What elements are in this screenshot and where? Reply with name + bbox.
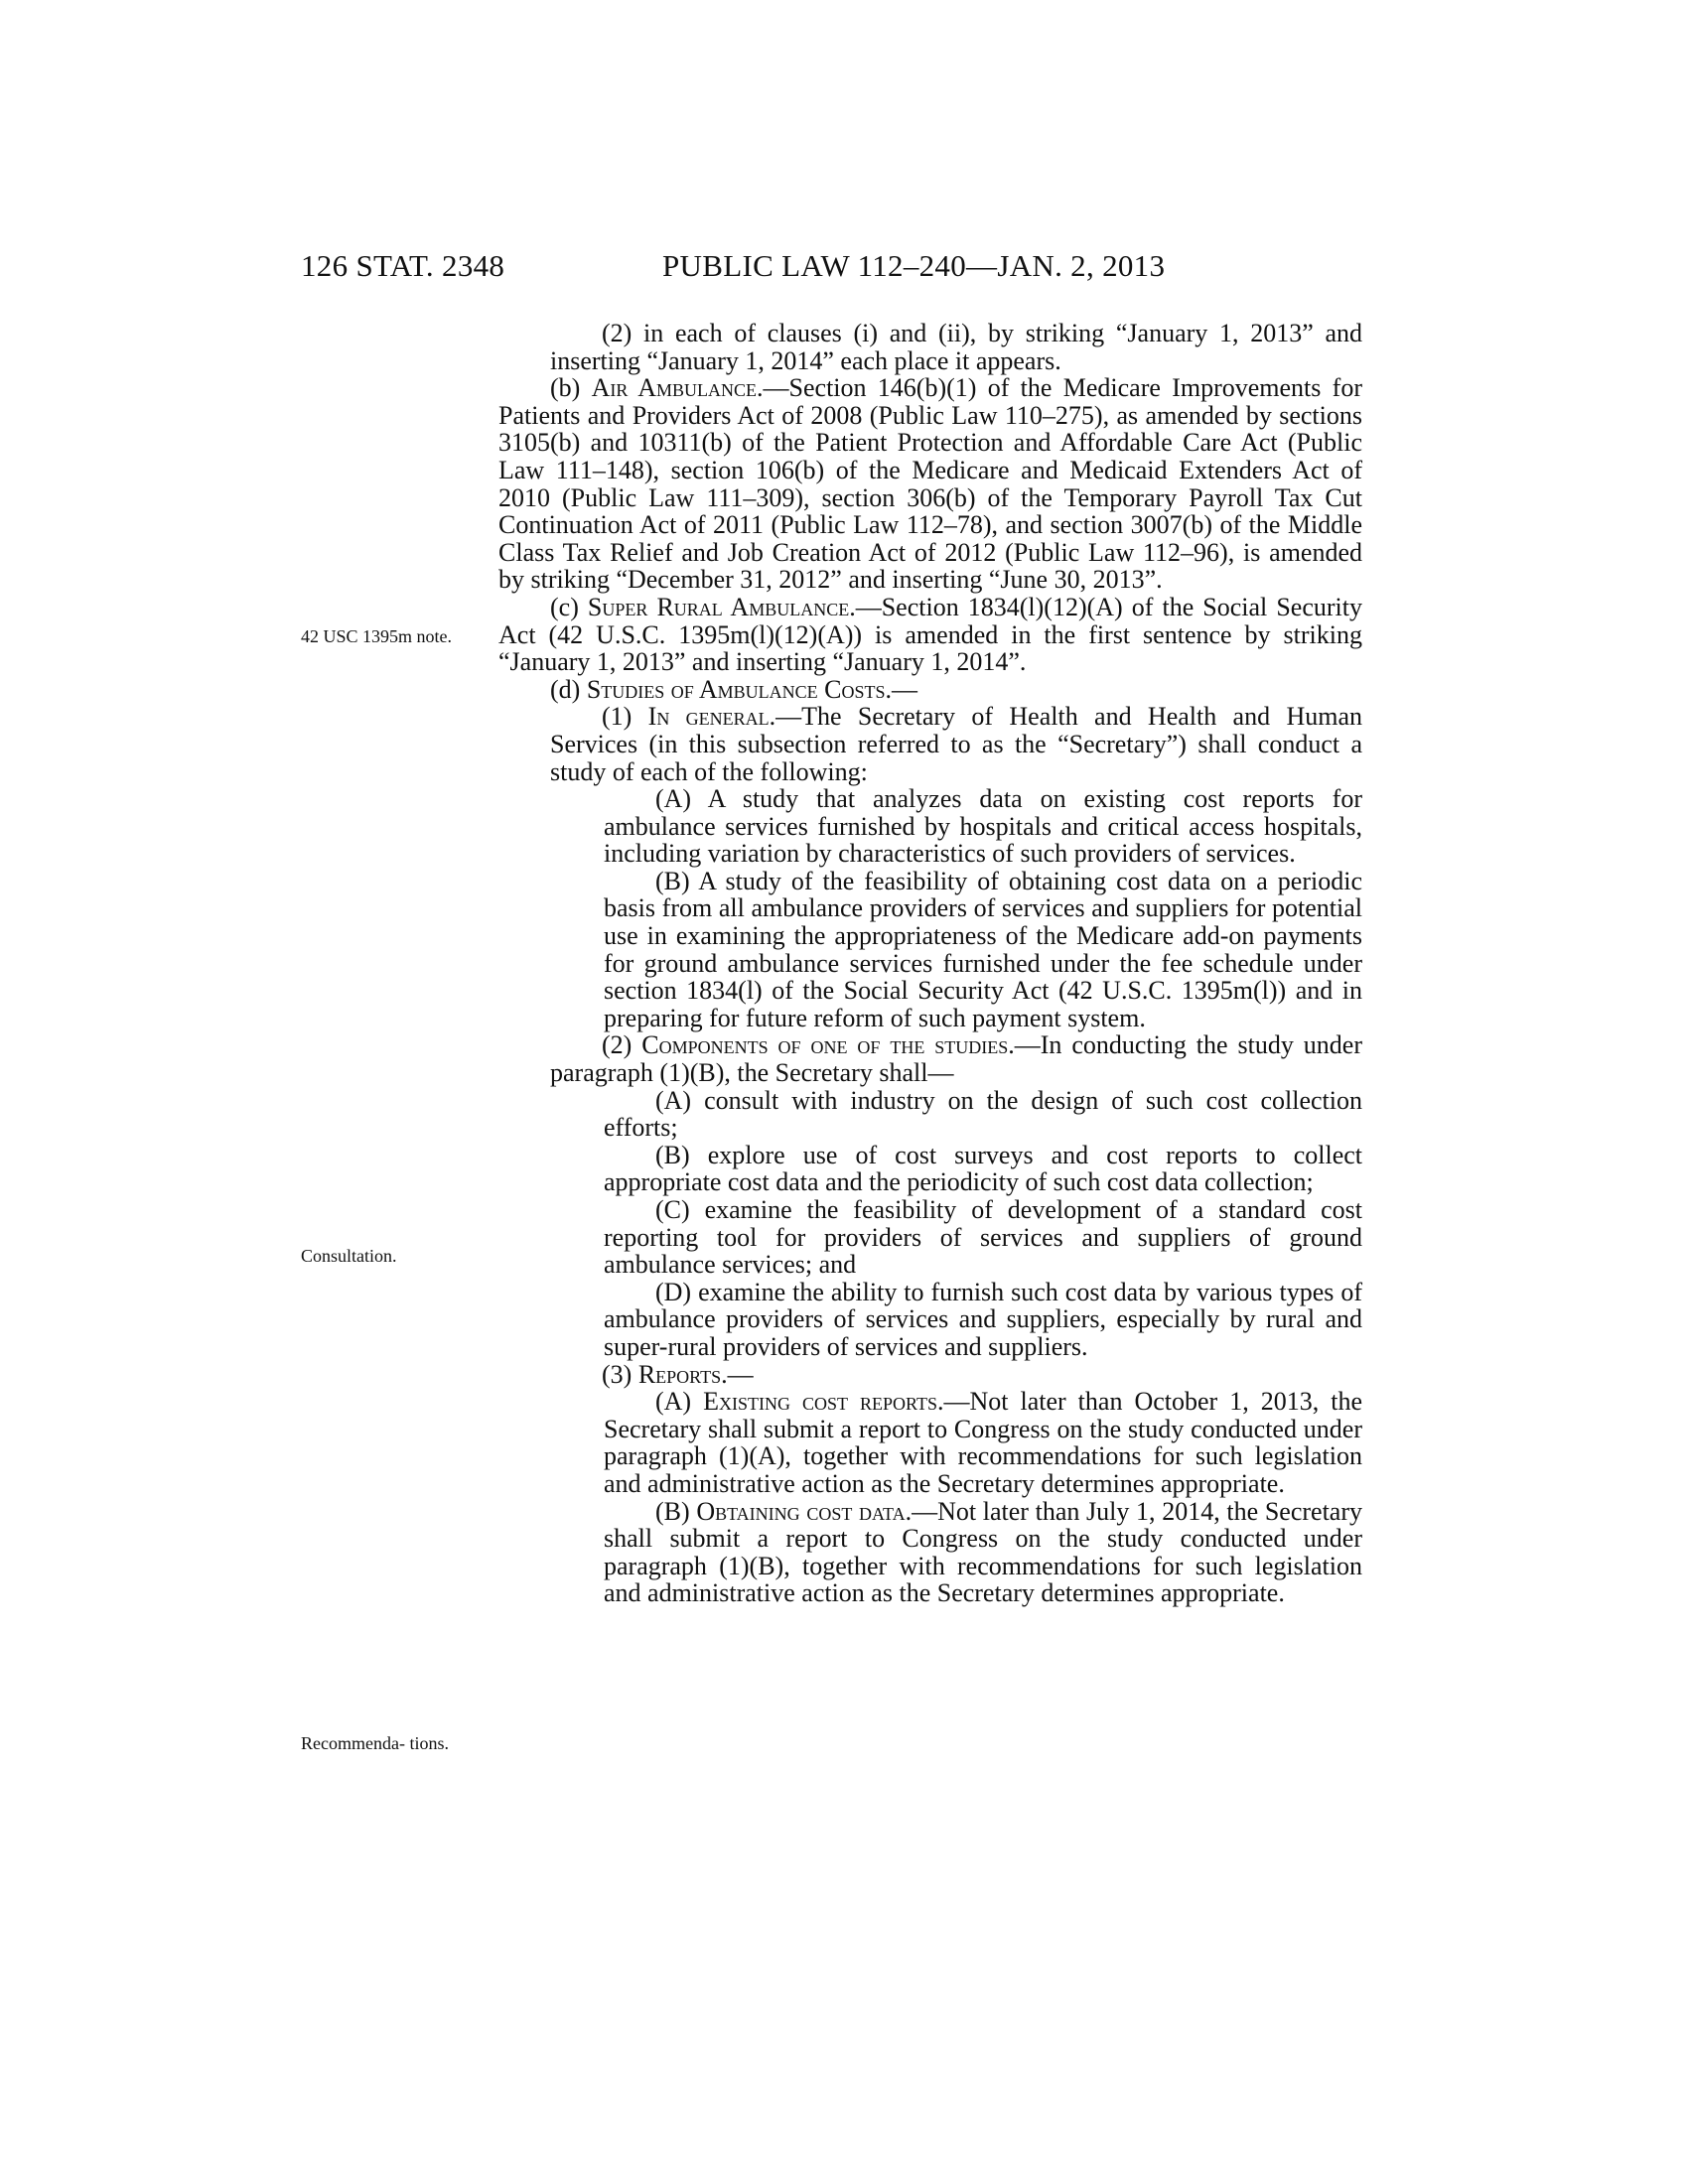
subparagraph-d2-d: (D) examine the ability to furnish such cost data by various types of ambulance providers of services and suppliers, especially by rural and super-rural providers of services and suppliers. (604, 1277, 1362, 1361)
paragraph-d1: (1) In general.—The Secretary of Health and Health and Human Services (in this subsection referred to as the “Secretary”) shall conduct a study of each of the following: (550, 702, 1362, 786)
subsection-b: (b) Air Ambulance.—Section 146(b)(1) of the Medicare Improvements for Patients and Providers Act of 2008 (Public Law 110–275), as amended by sections 3105(b) and 10311(b) of the Patient Protection and Affordable Care Act (Public Law 111–148), section 106(b) of the Medicare and Medicaid Extenders Act of 2010 (Public Law 111–309), section 306(b) of the Temporary Payroll Tax Cut Continuation Act of 2011 (Public Law 112–78), and section 3007(b) of the Middle Class Tax Relief and Job Creation Act of 2012 (Public Law 112–96), is amended by striking “December 31, 2012” and inserting “June 30, 2013”. (498, 373, 1362, 595)
running-header-title: PUBLIC LAW 112–240—JAN. 2, 2013 (662, 248, 1166, 283)
subparagraph-d2-b: (B) explore use of cost surveys and cost reports to collect appropriate cost data and the periodicity of such cost data collection; (604, 1140, 1362, 1197)
paragraph-d3: (3) Reports.— (602, 1359, 754, 1389)
side-note-recommendations: Recommenda- tions. (301, 1733, 449, 1753)
subsection-c-heading: Super Rural Ambulance. (587, 592, 856, 621)
paragraph-d2-heading: Components of one of the studies. (641, 1030, 1015, 1060)
subsection-b-heading: Air Ambulance. (591, 373, 764, 403)
paragraph-d1-heading: In general. (647, 702, 776, 732)
subparagraph-d1-a: (A) A study that analyzes data on existing cost reports for ambulance services furnished by hospitals and critical access hospitals, including variation by characteristics of such providers of services. (604, 784, 1362, 869)
side-note-usc: 42 USC 1395m note. (301, 626, 453, 646)
paragraph-d2: (2) Components of one of the studies.—In conducting the study under paragraph (1)(B), the Secretary shall— (550, 1030, 1362, 1088)
subsection-d: (d) Studies of Ambulance Costs.— (550, 674, 917, 704)
clause-2: (2) in each of clauses (i) and (ii), by striking “January 1, 2013” and inserting “January 1, 2014” each place it appears. (550, 319, 1362, 375)
subparagraph-d3-a-heading: Existing cost reports. (703, 1387, 944, 1417)
side-note-consultation: Consultation. (301, 1246, 397, 1266)
subparagraph-d1-b: (B) A study of the feasibility of obtaining cost data on a periodic basis from all ambulance providers of services and suppliers for potential use in examining the appropriateness of the Medicare add-on payments for ground ambulance services furnished under the fee schedule under section 1834(l) of the Social Security Act (42 U.S.C. 1395m(l)) and in preparing for future reform of such payment system. (604, 866, 1362, 1032)
subsection-c: (c) Super Rural Ambulance.—Section 1834(l)(12)(A) of the Social Security Act (42 U.S.C. 1395m(l)(12)(A)) is amended in the first sentence by striking “January 1, 2013” and inserting “January 1, 2014”. (498, 592, 1362, 677)
subparagraph-d2-a: (A) consult with industry on the design of such cost collection efforts; (604, 1085, 1362, 1143)
subparagraph-d3-a: (A) Existing cost reports.—Not later than October 1, 2013, the Secretary shall submit a report to Congress on the study conducted under paragraph (1)(A), together with recommendations for such legislation and administrative action as the Secretary determines appropriate. (604, 1387, 1363, 1498)
body-text (498, 320, 1362, 1607)
subparagraph-d3-b: (B) Obtaining cost data.—Not later than July 1, 2014, the Secretary shall submit a report to Congress on the study conducted under paragraph (1)(B), together with recommendations for such legislation and administrative action as the Secretary determines appropriate. (604, 1496, 1362, 1608)
paragraph-d3-heading: Reports. (637, 1359, 728, 1389)
subparagraph-d3-b-heading: Obtaining cost data. (696, 1496, 913, 1526)
subparagraph-d2-c: (C) examine the feasibility of development of a standard cost reporting tool for providers of services and suppliers of ground ambulance services; and (604, 1195, 1362, 1280)
subsection-d-heading: Studies of Ambulance Costs. (586, 674, 892, 704)
stat-page-number: 126 STAT. 2348 (301, 248, 505, 283)
